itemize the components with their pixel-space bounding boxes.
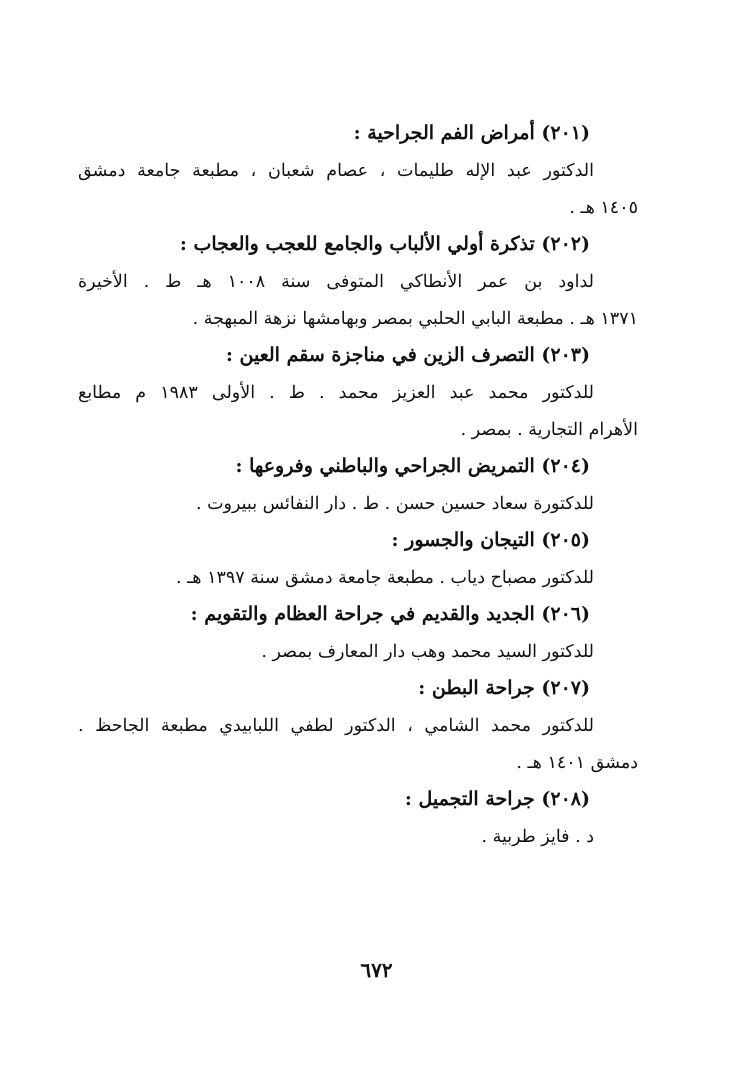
reference-entry-208: [78, 782, 638, 856]
reference-entry-206: [78, 597, 638, 671]
entry-body: [78, 264, 638, 338]
reference-entry-201: [78, 116, 638, 227]
reference-entry-207: [78, 671, 638, 782]
entry-title: (٢٠٨) جراحة التجميل :: [404, 788, 590, 810]
entry-title: (٢٠٢) تذكرة أولي الألباب والجامع للعجب والعجاب :: [179, 233, 590, 255]
entry-title: (٢٠٦) الجديد والقديم في جراحة العظام والتقويم :: [190, 603, 590, 625]
entry-body: [78, 375, 638, 449]
entry-body: للدكتور مصباح دياب . مطبعة جامعة دمشق سنة ١٣٩٧ هـ .: [176, 568, 594, 588]
entry-line: للدكتور محمد عبد العزيز محمد . ط . الأولى ١٩٨٣ م مطابع: [78, 383, 594, 403]
entry-line: ١٣٧١ هـ . مطبعة البابي الحلبي بمصر وبهامشها نزهة المبهجة .: [192, 309, 638, 329]
entry-line: لداود بن عمر الأنطاكي المتوفى سنة ١٠٠٨ هـ ط . الأخيرة: [78, 272, 594, 292]
entry-body: للدكتورة سعاد حسين حسن . ط . دار النفائس ببيروت .: [195, 494, 594, 514]
reference-entry-204: [78, 449, 638, 523]
entry-line: للدكتور محمد الشامي ، الدكتور لطفي اللبابيدي مطبعة الجاحظ .: [78, 716, 594, 736]
entry-line: ١٤٠٥ هـ .: [569, 198, 638, 218]
entry-title: (٢٠١) أمراض الفم الجراحية :: [353, 122, 590, 144]
entry-body: د . فايز طربية .: [481, 827, 594, 847]
entry-title: (٢٠٥) التيجان والجسور :: [391, 529, 590, 551]
entry-body: [78, 153, 638, 227]
entry-line: الأهرام التجارية . بمصر .: [460, 420, 638, 440]
entry-title: (٢٠٣) التصرف الزين في مناجزة سقم العين :: [225, 344, 590, 366]
reference-entry-203: [78, 338, 638, 449]
entry-title: (٢٠٤) التمريض الجراحي والباطني وفروعها :: [235, 455, 590, 477]
entry-body: [78, 708, 638, 782]
entry-line: دمشق ١٤٠١ هـ .: [516, 753, 638, 773]
reference-entry-202: [78, 227, 638, 338]
reference-entry-205: [78, 523, 638, 597]
references-list: [78, 116, 638, 856]
entry-line: الدكتور عبد الإله طليمات ، عصام شعبان ، مطبعة جامعة دمشق: [78, 161, 594, 181]
entry-title: (٢٠٧) جراحة البطن :: [418, 677, 590, 699]
page-number: ٦٧٢: [360, 958, 393, 982]
entry-body: للدكتور السيد محمد وهب دار المعارف بمصر .: [261, 642, 594, 662]
